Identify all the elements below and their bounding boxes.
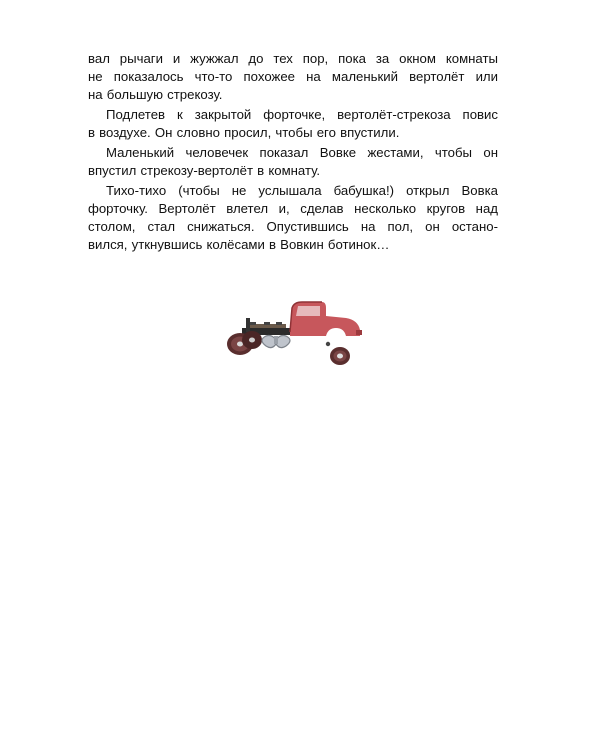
text-line: Тихо-тихо (чтобы не услышала бабушка!) открыл Вовка bbox=[106, 183, 498, 198]
text-line: форточку. Вертолёт влетел и, сделав несколько кругов над bbox=[88, 201, 498, 216]
text-line: столом, стал снижаться. Опустившись на пол, он остано- bbox=[88, 219, 498, 234]
paragraph-1 bbox=[88, 50, 498, 104]
story-text bbox=[88, 50, 498, 256]
text-line: впустил стрекозу-вертолёт в комнату. bbox=[88, 163, 321, 178]
paragraph-4 bbox=[88, 182, 498, 254]
text-line: вал рычаги и жужжал до тех пор, пока за окном комнаты bbox=[88, 51, 498, 66]
wheel-rear bbox=[242, 331, 262, 349]
text-line: на большую стрекозу. bbox=[88, 87, 223, 102]
text-line: Подлетев к закрытой форточке, вертолёт-стрекоза повис bbox=[106, 107, 498, 122]
truck-cab bbox=[290, 302, 362, 336]
wind-up-key bbox=[262, 336, 290, 348]
text-line: не показалось что-то похожее на маленький вертолёт или bbox=[88, 69, 498, 84]
paragraph-3 bbox=[88, 144, 498, 180]
text-line: Маленький человечек показал Вовке жестами, чтобы он bbox=[106, 145, 498, 160]
wheel-detached bbox=[330, 347, 350, 365]
paragraph-2 bbox=[88, 106, 498, 142]
text-line: в воздухе. Он словно просил, чтобы его впустили. bbox=[88, 125, 400, 140]
loose-bolt bbox=[326, 342, 330, 346]
broken-toy-truck-icon bbox=[220, 292, 370, 372]
text-line: вился, уткнувшись колёсами в Вовкин ботинок… bbox=[88, 237, 390, 252]
